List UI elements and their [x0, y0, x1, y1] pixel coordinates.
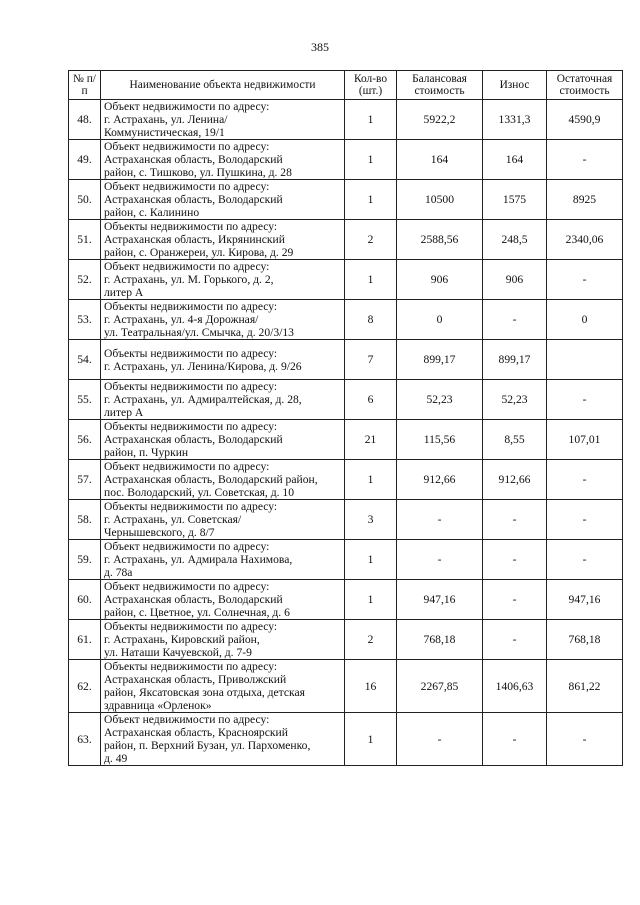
property-name-line: Чернышевского, д. 8/7 [104, 526, 215, 539]
row-wear-value: 52,23 [483, 380, 547, 420]
row-quantity: 21 [345, 420, 397, 460]
table-row [69, 713, 623, 766]
row-number: 55. [69, 380, 101, 420]
row-number: 53. [69, 300, 101, 340]
property-name-line: Объекты недвижимости по адресу: [104, 500, 278, 513]
row-number: 56. [69, 420, 101, 460]
property-name-line: Объекты недвижимости по адресу: [104, 300, 278, 313]
property-name-line: район, п. Верхний Бузан, ул. Пархоменко, [104, 739, 311, 752]
header-wear: Износ [483, 71, 547, 100]
row-property-name [101, 713, 345, 766]
property-name-line: Объект недвижимости по адресу: [104, 540, 270, 553]
row-balance-value: 52,23 [397, 380, 483, 420]
property-name-line: г. Астрахань, ул. Адмиралтейская, д. 28, [104, 393, 302, 406]
row-number: 59. [69, 540, 101, 580]
row-wear-value: 1331,3 [483, 100, 547, 140]
row-residual-value [547, 340, 623, 380]
property-name-line: Объект недвижимости по адресу: [104, 100, 270, 113]
row-balance-value: 2267,85 [397, 660, 483, 713]
row-residual-value: - [547, 540, 623, 580]
table-row [69, 620, 623, 660]
property-name-line: Объект недвижимости по адресу: [104, 180, 270, 193]
row-property-name [101, 260, 345, 300]
property-name-line: Объекты недвижимости по адресу: [104, 420, 278, 433]
header-name: Наименование объекта недвижимости [101, 71, 345, 100]
row-balance-value: 10500 [397, 180, 483, 220]
property-name-line: г. Астрахань, ул. М. Горького, д. 2, [104, 273, 274, 286]
row-property-name [101, 340, 345, 380]
row-quantity: 8 [345, 300, 397, 340]
property-name-line: Коммунистическая, 19/1 [104, 126, 225, 139]
row-residual-value: 107,01 [547, 420, 623, 460]
page-number: 385 [311, 40, 329, 54]
table-row [69, 580, 623, 620]
row-wear-value: - [483, 620, 547, 660]
row-property-name [101, 300, 345, 340]
property-name-line: Объект недвижимости по адресу: [104, 713, 270, 726]
property-name-line: Объекты недвижимости по адресу: [104, 660, 278, 673]
property-name-line: литер А [104, 406, 144, 419]
property-name-line: Объекты недвижимости по адресу: [104, 346, 278, 360]
row-wear-value: 8,55 [483, 420, 547, 460]
row-number: 58. [69, 500, 101, 540]
row-number: 57. [69, 460, 101, 500]
property-name-line: г. Астрахань, ул. Советская/ [104, 513, 242, 526]
property-name-line: д. 49 [104, 752, 128, 765]
table-row [69, 540, 623, 580]
row-wear-value: - [483, 580, 547, 620]
row-quantity: 1 [345, 713, 397, 766]
row-residual-value: 861,22 [547, 660, 623, 713]
row-wear-value: 912,66 [483, 460, 547, 500]
property-name-line: Астраханская область, Володарский район, [104, 473, 318, 486]
row-number: 48. [69, 100, 101, 140]
property-name-line: г. Астрахань, ул. 4-я Дорожная/ [104, 313, 259, 326]
table-row [69, 220, 623, 260]
row-wear-value: 248,5 [483, 220, 547, 260]
row-quantity: 2 [345, 620, 397, 660]
property-name-line: Объекты недвижимости по адресу: [104, 620, 278, 633]
table-row [69, 100, 623, 140]
table-row [69, 340, 623, 380]
row-balance-value: 947,16 [397, 580, 483, 620]
row-quantity: 1 [345, 580, 397, 620]
row-quantity: 2 [345, 220, 397, 260]
row-residual-value: 768,18 [547, 620, 623, 660]
property-name-line: Объект недвижимости по адресу: [104, 260, 270, 273]
table-row [69, 420, 623, 460]
table-row [69, 180, 623, 220]
row-number: 49. [69, 140, 101, 180]
table-row [69, 460, 623, 500]
row-wear-value: 1575 [483, 180, 547, 220]
row-balance-value: - [397, 500, 483, 540]
row-balance-value: 5922,2 [397, 100, 483, 140]
row-wear-value: 164 [483, 140, 547, 180]
row-quantity: 1 [345, 540, 397, 580]
row-quantity: 7 [345, 340, 397, 380]
row-number: 61. [69, 620, 101, 660]
row-quantity: 1 [345, 140, 397, 180]
property-name-line: район, с. Тишково, ул. Пушкина, д. 28 [104, 166, 292, 179]
row-property-name [101, 100, 345, 140]
row-quantity: 1 [345, 460, 397, 500]
row-property-name [101, 500, 345, 540]
row-balance-value: 164 [397, 140, 483, 180]
row-wear-value: - [483, 540, 547, 580]
property-name-line: район, с. Цветное, ул. Солнечная, д. 6 [104, 606, 290, 619]
row-balance-value: 906 [397, 260, 483, 300]
row-wear-value: - [483, 300, 547, 340]
row-balance-value: 0 [397, 300, 483, 340]
row-residual-value: - [547, 260, 623, 300]
property-name-line: ул. Наташи Качуевской, д. 7-9 [104, 646, 252, 659]
row-balance-value: 768,18 [397, 620, 483, 660]
row-quantity: 1 [345, 100, 397, 140]
row-property-name [101, 140, 345, 180]
row-residual-value: - [547, 380, 623, 420]
row-property-name [101, 180, 345, 220]
row-property-name [101, 380, 345, 420]
property-name-line: Объект недвижимости по адресу: [104, 580, 270, 593]
row-balance-value: - [397, 713, 483, 766]
property-name-line: д. 78а [104, 566, 133, 579]
table-row [69, 260, 623, 300]
row-number: 54. [69, 340, 101, 380]
property-name-line: Объект недвижимости по адресу: [104, 460, 270, 473]
row-quantity: 1 [345, 260, 397, 300]
property-name-line: Астраханская область, Володарский [104, 193, 283, 206]
row-residual-value: - [547, 713, 623, 766]
row-residual-value: 947,16 [547, 580, 623, 620]
row-residual-value: - [547, 460, 623, 500]
table-row [69, 300, 623, 340]
row-residual-value: 8925 [547, 180, 623, 220]
property-name-line: Астраханская область, Приволжский [104, 673, 287, 686]
row-property-name [101, 620, 345, 660]
row-property-name [101, 420, 345, 460]
property-name-line: Объекты недвижимости по адресу: [104, 220, 278, 233]
row-property-name [101, 580, 345, 620]
table-row [69, 660, 623, 713]
row-quantity: 16 [345, 660, 397, 713]
table-body [69, 100, 623, 766]
row-wear-value: 899,17 [483, 340, 547, 380]
row-wear-value: - [483, 500, 547, 540]
row-number: 52. [69, 260, 101, 300]
row-balance-value: 115,56 [397, 420, 483, 460]
row-property-name [101, 660, 345, 713]
property-name-line: г. Астрахань, Кировский район, [104, 633, 260, 646]
property-name-line: Объект недвижимости по адресу: [104, 140, 270, 153]
property-name-line: район, с. Калинино [104, 206, 200, 219]
property-name-line: Астраханская область, Икрянинский [104, 233, 285, 246]
header-qty: Кол-во (шт.) [345, 71, 397, 100]
property-name-line: район, Яксатовская зона отдыха, детская [104, 686, 305, 699]
row-quantity: 3 [345, 500, 397, 540]
table-header-row [69, 71, 623, 100]
row-property-name [101, 460, 345, 500]
row-wear-value: 906 [483, 260, 547, 300]
property-table [68, 70, 623, 766]
row-wear-value: - [483, 713, 547, 766]
row-balance-value: 2588,56 [397, 220, 483, 260]
property-name-line: ул. Театральная/ул. Смычка, д. 20/3/13 [104, 326, 294, 339]
row-number: 51. [69, 220, 101, 260]
property-name-line: Астраханская область, Володарский [104, 153, 283, 166]
table-row [69, 140, 623, 180]
row-quantity: 6 [345, 380, 397, 420]
property-name-line: Объекты недвижимости по адресу: [104, 380, 278, 393]
row-property-name [101, 220, 345, 260]
row-balance-value: - [397, 540, 483, 580]
property-name-line: г. Астрахань, ул. Ленина/ [104, 113, 228, 126]
header-residual: Остаточная стоимость [547, 71, 623, 100]
property-name-line: здравница «Орленок» [104, 699, 212, 712]
row-number: 50. [69, 180, 101, 220]
row-number: 60. [69, 580, 101, 620]
row-residual-value: 4590,9 [547, 100, 623, 140]
header-balance: Балансовая стоимость [397, 71, 483, 100]
header-num: № п/п [69, 71, 101, 100]
table-row [69, 500, 623, 540]
property-name-line: г. Астрахань, ул. Адмирала Нахимова, [104, 553, 293, 566]
property-name-line: пос. Володарский, ул. Советская, д. 10 [104, 486, 295, 499]
property-name-line: Астраханская область, Красноярский [104, 726, 288, 739]
row-residual-value: - [547, 500, 623, 540]
property-name-line: литер А [104, 286, 144, 299]
property-name-line: район, п. Чуркин [104, 446, 189, 459]
row-wear-value: 1406,63 [483, 660, 547, 713]
row-balance-value: 899,17 [397, 340, 483, 380]
property-name-line: район, с. Оранжереи, ул. Кирова, д. 29 [104, 246, 294, 259]
row-balance-value: 912,66 [397, 460, 483, 500]
property-name-line: Астраханская область, Володарский [104, 593, 283, 606]
row-property-name [101, 540, 345, 580]
row-number: 63. [69, 713, 101, 766]
row-number: 62. [69, 660, 101, 713]
row-residual-value: - [547, 140, 623, 180]
row-residual-value: 0 [547, 300, 623, 340]
row-quantity: 1 [345, 180, 397, 220]
row-residual-value: 2340,06 [547, 220, 623, 260]
property-name-line: г. Астрахань, ул. Ленина/Кирова, д. 9/26 [104, 359, 302, 373]
property-name-line: Астраханская область, Володарский [104, 433, 283, 446]
table-row [69, 380, 623, 420]
